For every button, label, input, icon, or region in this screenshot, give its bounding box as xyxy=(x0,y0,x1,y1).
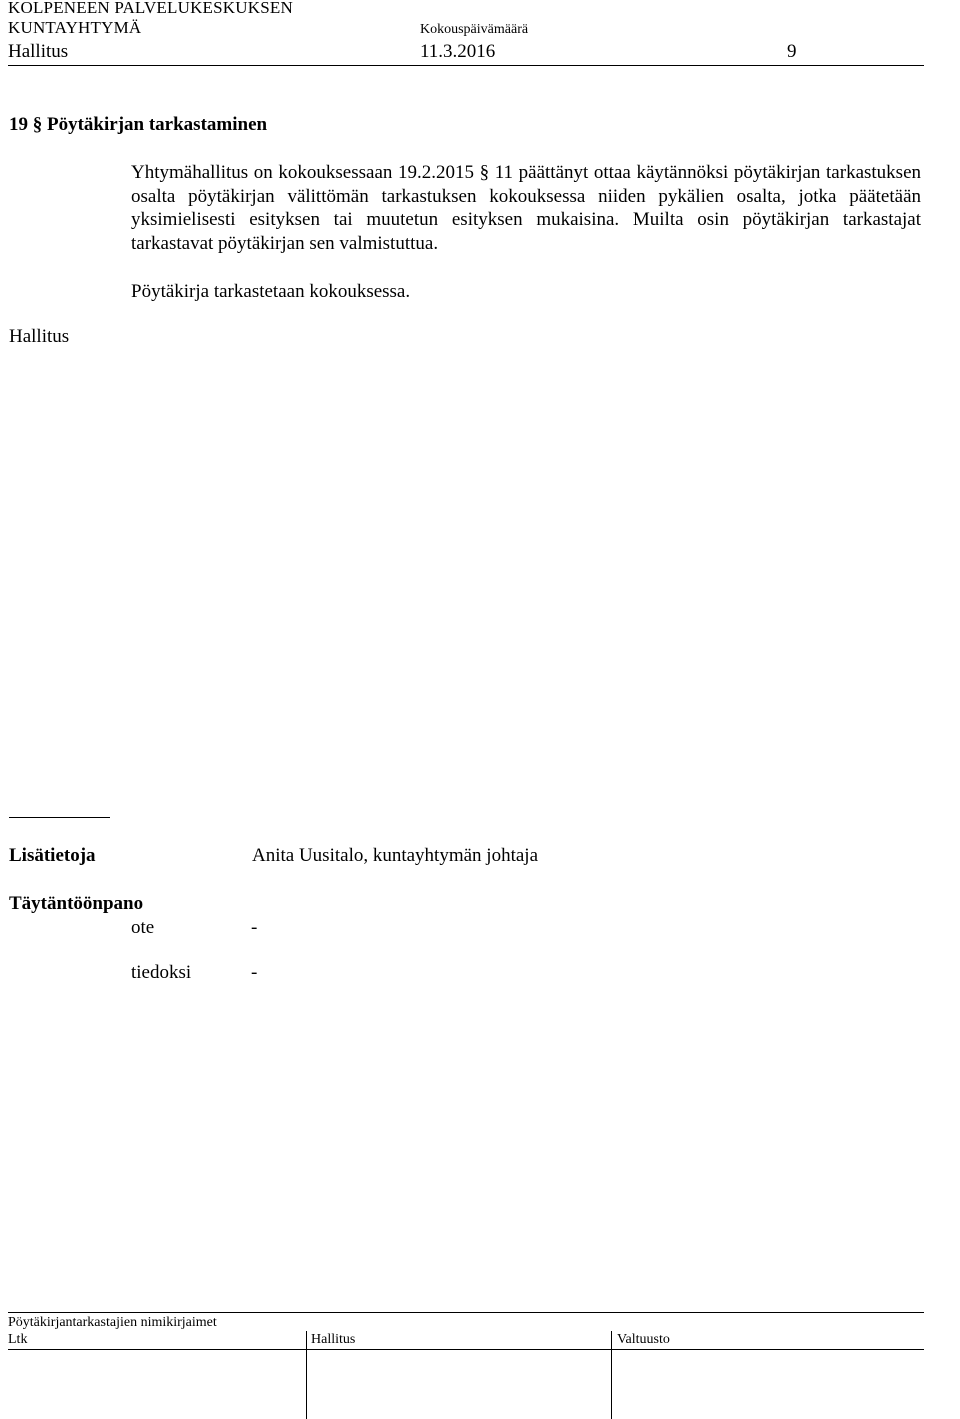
info-contact: Anita Uusitalo, kuntayhtymän johtaja xyxy=(252,845,539,866)
footer-signature-divider xyxy=(8,1349,924,1350)
implementation-item-label: ote xyxy=(131,917,155,938)
header-divider xyxy=(8,65,924,66)
section-paragraph-background: Yhtymähallitus on kokouksessaan 19.2.2015 § 11 päättänyt ottaa käytännöksi pöytäkirjan tarkastuksen osalta pöytäkirjan välittömän tarkastuksen kokouksessa niiden pykälien osalta, jotka päätetään yksimielisesti esityksen tai muutetun esityksen mukaisina. Muilta osin pöytäkirjan tarkastajat tarkastavat pöytäkirjan sen valmistuttua. xyxy=(131,162,921,254)
footer-column-separator xyxy=(306,1331,307,1419)
implementation-item-value: - xyxy=(251,917,258,938)
implementation-label: Täytäntöönpano xyxy=(9,893,144,914)
decision-body-label: Hallitus xyxy=(9,326,70,347)
organization-name-line1: KOLPENEEN PALVELUKESKUKSEN xyxy=(8,0,293,17)
footer-title: Pöytäkirjantarkastajien nimikirjaimet xyxy=(8,1315,217,1330)
info-divider xyxy=(9,817,110,818)
implementation-item-label: tiedoksi xyxy=(131,962,192,983)
section-title: 19 § Pöytäkirjan tarkastaminen xyxy=(9,114,268,135)
footer-column-ltk: Ltk xyxy=(8,1332,28,1347)
info-label: Lisätietoja xyxy=(9,845,96,866)
header-body-name: Hallitus xyxy=(8,41,69,62)
footer-column-hallitus: Hallitus xyxy=(311,1332,356,1347)
section-paragraph-decision: Pöytäkirja tarkastetaan kokouksessa. xyxy=(131,281,411,302)
organization-name-line2: KUNTAYHTYMÄ xyxy=(8,18,142,37)
footer-divider xyxy=(8,1312,924,1313)
page-number: 9 xyxy=(787,41,797,62)
footer-column-separator xyxy=(611,1331,612,1419)
header-meeting-date: 11.3.2016 xyxy=(420,41,496,62)
implementation-item-value: - xyxy=(251,962,258,983)
footer-column-valtuusto: Valtuusto xyxy=(617,1332,670,1347)
meeting-date-label: Kokouspäivämäärä xyxy=(420,22,529,37)
